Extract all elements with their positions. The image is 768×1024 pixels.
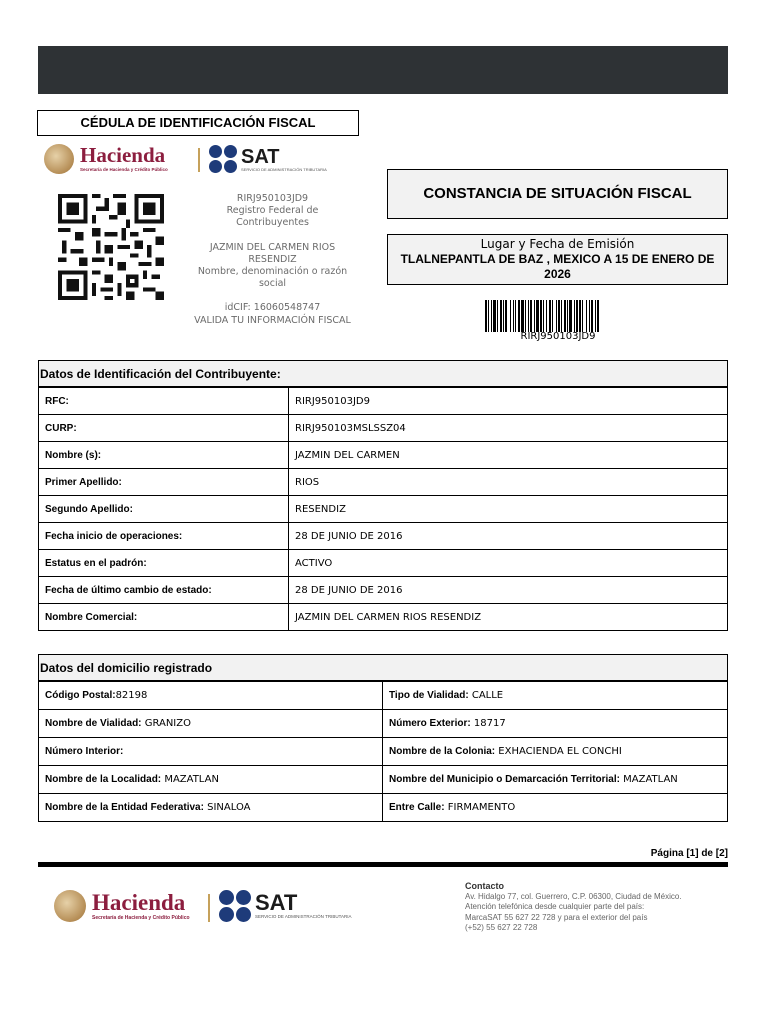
field-value: 28 DE JUNIO DE 2016 bbox=[289, 523, 728, 550]
address-label: Nombre de la Colonia: bbox=[389, 746, 496, 757]
table-row bbox=[39, 469, 728, 496]
address-cell bbox=[39, 794, 383, 822]
barcode-bar bbox=[597, 300, 599, 332]
lugar-value: TLALNEPANTLA DE BAZ , MEXICO A 15 DE ENERO DE 2026 bbox=[400, 252, 715, 281]
id-summary bbox=[190, 193, 355, 339]
barcode-bar bbox=[525, 300, 526, 332]
address-label: Entre Calle: bbox=[389, 802, 445, 813]
field-value: 28 DE JUNIO DE 2016 bbox=[289, 577, 728, 604]
address-cell bbox=[39, 682, 383, 710]
domicilio-table bbox=[38, 681, 728, 822]
field-value: ACTIVO bbox=[289, 550, 728, 577]
logo-divider bbox=[198, 148, 200, 172]
table-row bbox=[39, 523, 728, 550]
address-value: MAZATLAN bbox=[161, 774, 219, 785]
field-label: Nombre (s): bbox=[39, 442, 289, 469]
address-label: Tipo de Vialidad: bbox=[389, 690, 469, 701]
sat-logo-text: SAT bbox=[241, 145, 280, 168]
address-value: EXHACIENDA EL CONCHI bbox=[495, 746, 622, 757]
table-row bbox=[39, 577, 728, 604]
top-banner bbox=[38, 46, 728, 94]
table-row bbox=[39, 415, 728, 442]
contact-line: MarcaSAT 55 627 22 728 y para el exterior del país bbox=[465, 912, 648, 922]
barcode-bar bbox=[558, 300, 560, 332]
cedula-title: CÉDULA DE IDENTIFICACIÓN FISCAL bbox=[37, 110, 359, 136]
field-label: Fecha inicio de operaciones: bbox=[39, 523, 289, 550]
field-value: JAZMIN DEL CARMEN RIOS RESENDIZ bbox=[289, 604, 728, 631]
barcode-bar bbox=[505, 300, 507, 332]
barcode-bar bbox=[530, 300, 532, 332]
barcode-bar bbox=[528, 300, 529, 332]
table-row bbox=[39, 794, 728, 822]
barcode-bar bbox=[493, 300, 496, 332]
contact-line: Atención telefónica desde cualquier parte del país: bbox=[465, 902, 645, 911]
barcode-bar bbox=[488, 300, 489, 332]
footer-hacienda-logo-subtitle: Secretaría de Hacienda y Crédito Público bbox=[92, 915, 190, 921]
field-label: Segundo Apellido: bbox=[39, 496, 289, 523]
id-rfc-label: Registro Federal de Contribuyentes bbox=[226, 205, 319, 229]
barcode-bar bbox=[500, 300, 502, 332]
footer-sat-dots-icon bbox=[219, 890, 251, 922]
address-value: SINALOA bbox=[203, 802, 251, 813]
barcode-bar bbox=[534, 300, 535, 332]
address-value: GRANIZO bbox=[141, 718, 191, 729]
barcode-bar bbox=[579, 300, 581, 332]
barcode-bar bbox=[552, 300, 553, 332]
sat-logo-subtitle: SERVICIO DE ADMINISTRACIÓN TRIBUTARIA bbox=[241, 166, 327, 172]
lugar-label: Lugar y Fecha de Emisión bbox=[480, 237, 635, 251]
barcode-bar bbox=[576, 300, 578, 332]
footer-eagle-seal-icon bbox=[54, 890, 86, 922]
address-label: Número Exterior: bbox=[389, 718, 471, 729]
barcode-bar bbox=[503, 300, 504, 332]
footer-divider bbox=[38, 862, 728, 867]
address-cell bbox=[39, 766, 383, 794]
field-label: Primer Apellido: bbox=[39, 469, 289, 496]
barcode-bar bbox=[510, 300, 511, 332]
field-label: CURP: bbox=[39, 415, 289, 442]
id-name-label: Nombre, denominación o razón social bbox=[197, 266, 348, 290]
contribuyente-table bbox=[38, 387, 728, 631]
domicilio-header: Datos del domicilio registrado bbox=[38, 654, 728, 681]
address-cell bbox=[39, 738, 383, 766]
address-value: CALLE bbox=[468, 690, 504, 701]
barcode-bar bbox=[567, 300, 568, 332]
address-label: Nombre de la Localidad: bbox=[45, 774, 162, 785]
footer-logo-divider bbox=[208, 894, 210, 922]
field-label: RFC: bbox=[39, 388, 289, 415]
barcode-bar bbox=[582, 300, 583, 332]
table-row bbox=[39, 442, 728, 469]
address-cell bbox=[383, 794, 728, 822]
table-row bbox=[39, 550, 728, 577]
table-row bbox=[39, 604, 728, 631]
barcode-bar bbox=[574, 300, 575, 332]
contact-block bbox=[465, 881, 735, 934]
barcode-bar bbox=[589, 300, 590, 332]
footer-sat-logo-text: SAT bbox=[255, 890, 298, 916]
address-cell bbox=[383, 682, 728, 710]
barcode-bar bbox=[586, 300, 587, 332]
barcode-bar bbox=[556, 300, 557, 332]
footer-sat-logo-subtitle: SERVICIO DE ADMINISTRACIÓN TRIBUTARIA bbox=[255, 914, 352, 920]
field-value: RIRJ950103MSLSSZ04 bbox=[289, 415, 728, 442]
id-rfc: RIRJ950103JD9 bbox=[236, 193, 309, 204]
contact-line: Av. Hidalgo 77, col. Guerrero, C.P. 06300, Ciudad de México. bbox=[465, 891, 682, 901]
barcode-bar bbox=[549, 300, 551, 332]
barcode-bar bbox=[491, 300, 492, 332]
lugar-fecha-box bbox=[387, 234, 728, 285]
table-row bbox=[39, 682, 728, 710]
table-row bbox=[39, 710, 728, 738]
id-valida-link[interactable]: VALIDA TU INFORMACIÓN FISCAL bbox=[194, 314, 351, 326]
id-name: JAZMIN DEL CARMEN RIOS RESENDIZ bbox=[209, 241, 336, 265]
barcode-bar bbox=[518, 300, 520, 332]
address-cell bbox=[383, 738, 728, 766]
barcode-bar bbox=[515, 300, 516, 332]
address-cell bbox=[383, 710, 728, 738]
contact-title: Contacto bbox=[465, 881, 504, 891]
field-value: JAZMIN DEL CARMEN bbox=[289, 442, 728, 469]
barcode-bar bbox=[543, 300, 544, 332]
hacienda-logo-subtitle: Secretaría de Hacienda y Crédito Público bbox=[80, 167, 168, 173]
qr-code bbox=[58, 194, 164, 300]
table-row bbox=[39, 388, 728, 415]
field-value: RIRJ950103JD9 bbox=[289, 388, 728, 415]
hacienda-logo bbox=[44, 144, 168, 174]
barcode-bar bbox=[540, 300, 542, 332]
sat-logo bbox=[209, 144, 327, 174]
barcode-bar bbox=[595, 300, 596, 332]
barcode-bar bbox=[569, 300, 572, 332]
domicilio-section bbox=[38, 654, 728, 822]
barcode-bar bbox=[561, 300, 562, 332]
address-value: MAZATLAN bbox=[619, 774, 678, 785]
address-label: Número Interior: bbox=[45, 746, 124, 757]
id-idcif: idCIF: 16060548747 bbox=[224, 302, 321, 314]
page-number: Página [1] de [2] bbox=[650, 848, 728, 859]
field-label: Nombre Comercial: bbox=[39, 604, 289, 631]
contribuyente-section bbox=[38, 360, 728, 631]
field-label: Estatus en el padrón: bbox=[39, 550, 289, 577]
footer-hacienda-logo bbox=[54, 888, 190, 924]
constancia-title: CONSTANCIA DE SITUACIÓN FISCAL bbox=[387, 169, 728, 219]
sat-dots-icon bbox=[209, 145, 237, 173]
barcode-bar bbox=[513, 300, 514, 332]
address-value: 18717 bbox=[470, 718, 506, 729]
address-label: Nombre de la Entidad Federativa: bbox=[45, 802, 204, 813]
barcode-bar bbox=[497, 300, 498, 332]
address-cell bbox=[39, 710, 383, 738]
barcode-bar bbox=[546, 300, 547, 332]
table-row bbox=[39, 738, 728, 766]
contact-line: (+52) 55 627 22 728 bbox=[465, 923, 538, 932]
footer-hacienda-logo-text: Hacienda bbox=[92, 890, 186, 915]
barcode-bar bbox=[591, 300, 593, 332]
barcode-bar bbox=[485, 300, 487, 332]
hacienda-logo-text: Hacienda bbox=[80, 143, 166, 168]
footer-sat-logo bbox=[219, 888, 352, 924]
address-label: Código Postal: bbox=[45, 690, 116, 701]
field-value: RESENDIZ bbox=[289, 496, 728, 523]
field-label: Fecha de último cambio de estado: bbox=[39, 577, 289, 604]
address-value: 82198 bbox=[115, 690, 148, 701]
table-row bbox=[39, 496, 728, 523]
barcode-text: RIRJ950103JD9 bbox=[520, 331, 596, 342]
table-row bbox=[39, 766, 728, 794]
address-value: FIRMAMENTO bbox=[444, 802, 516, 813]
barcode-bar bbox=[536, 300, 539, 332]
contribuyente-header: Datos de Identificación del Contribuyente: bbox=[38, 360, 728, 387]
field-value: RIOS bbox=[289, 469, 728, 496]
barcode-bar bbox=[521, 300, 524, 332]
barcode bbox=[485, 300, 631, 332]
address-cell bbox=[383, 766, 728, 794]
barcode-bar bbox=[564, 300, 566, 332]
address-label: Nombre del Municipio o Demarcación Territorial: bbox=[389, 774, 620, 785]
eagle-seal-icon bbox=[44, 144, 74, 174]
address-label: Nombre de Vialidad: bbox=[45, 718, 142, 729]
